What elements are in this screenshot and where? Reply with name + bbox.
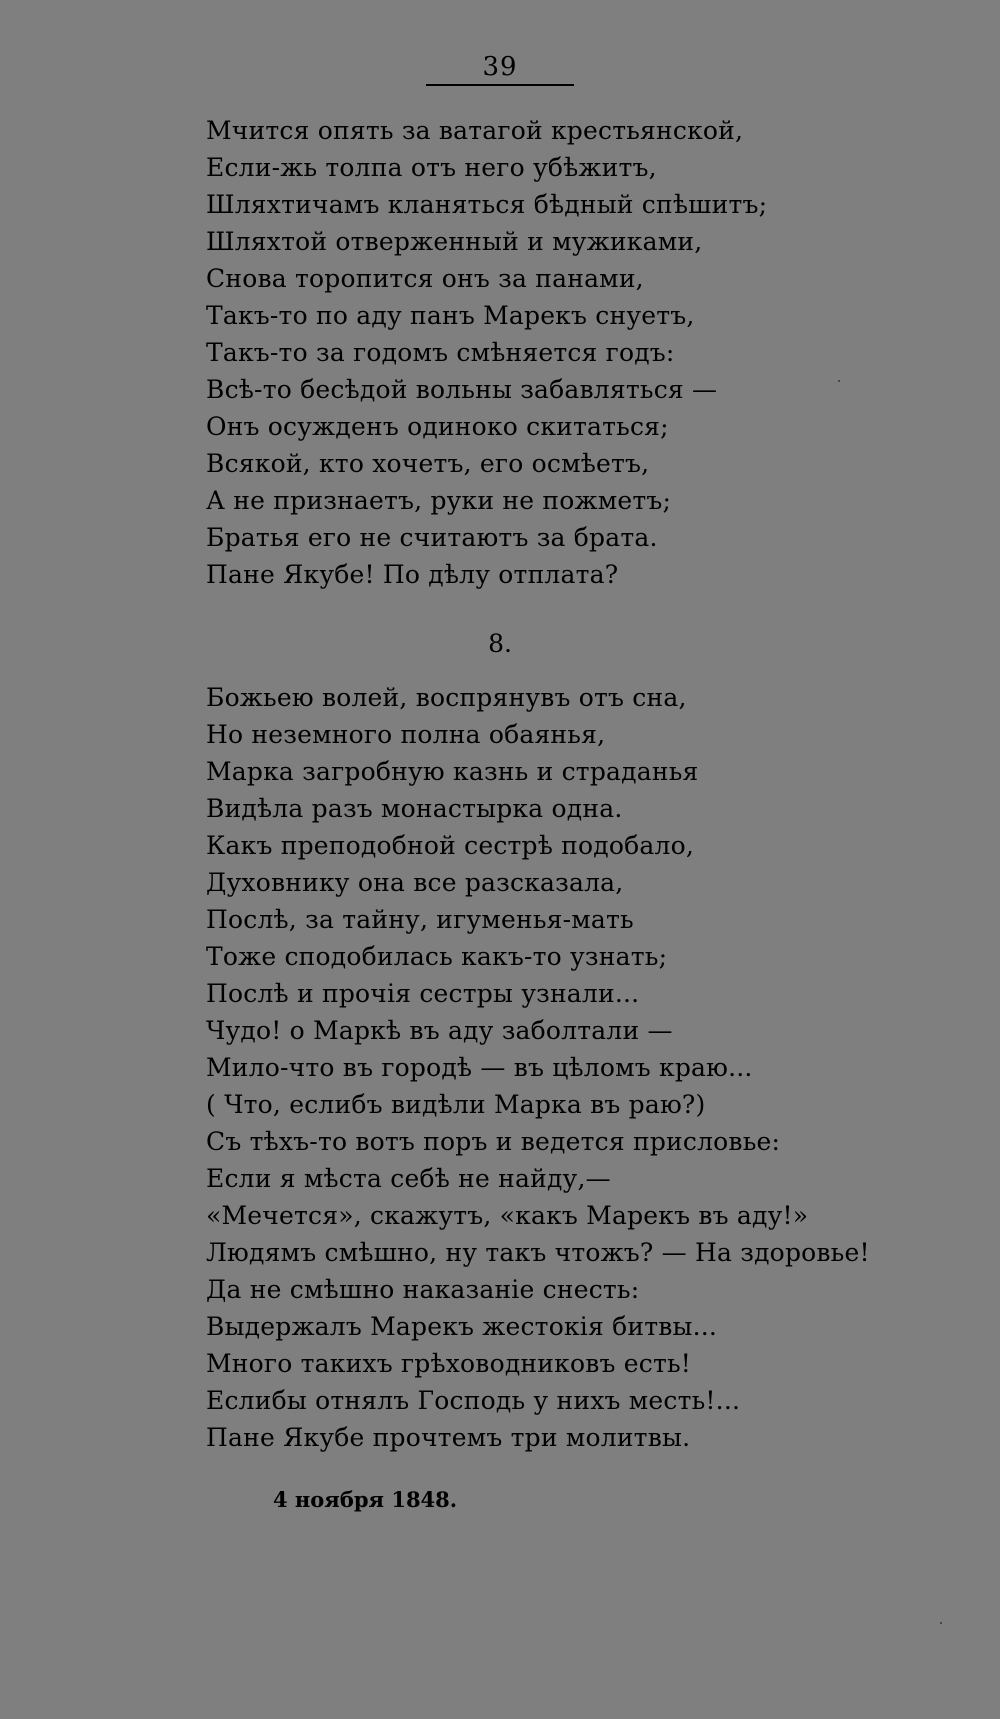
verse-line: Марка загробную казнь и страданья <box>206 757 699 786</box>
verse-line: ( Что, еслибъ видѣли Марка въ раю?) <box>206 1090 706 1119</box>
verse-line: Братья его не считаютъ за брата. <box>206 523 658 552</box>
stanza-1 <box>206 112 767 593</box>
verse-line: Послѣ, за тайну, игуменья-мать <box>206 905 634 934</box>
verse-line: Съ тѣхъ-то вотъ поръ и ведется присловье: <box>206 1127 781 1156</box>
page-number: 39 <box>482 52 518 82</box>
verse-line: Мило-что въ городѣ — въ цѣломъ краю... <box>206 1053 753 1082</box>
verse-line: Шляхтичамъ кланяться бѣдный спѣшитъ; <box>206 190 768 219</box>
verse-line: Онъ осужденъ одиноко скитаться; <box>206 412 669 441</box>
verse-line: Выдержалъ Марекъ жестокія битвы... <box>206 1312 718 1341</box>
page-number-container <box>426 52 574 82</box>
verse-line: Мчится опять за ватагой крестьянской, <box>206 116 744 145</box>
verse-line: Всѣ-то бесѣдой вольны забавляться — <box>206 375 718 404</box>
stanza-2 <box>206 679 870 1456</box>
scan-speck <box>940 1622 942 1624</box>
verse-line: Снова торопится онъ за панами, <box>206 264 644 293</box>
verse-line: Шляхтой отверженный и мужиками, <box>206 227 703 256</box>
verse-line: Всякой, кто хочетъ, его осмѣетъ, <box>206 449 650 478</box>
verse-line: «Мечется», скажутъ, «какъ Марекъ въ аду!» <box>206 1201 809 1230</box>
verse-line: Такъ-то по аду панъ Марекъ снуетъ, <box>206 301 695 330</box>
verse-line: А не признаетъ, руки не пожметъ; <box>206 486 672 515</box>
verse-line: Да не смѣшно наказаніе снесть: <box>206 1275 640 1304</box>
scan-speck <box>838 380 840 382</box>
verse-line: Еслибы отнялъ Господь у нихъ месть!... <box>206 1386 741 1415</box>
verse-line: Тоже сподобилась какъ-то узнать; <box>206 942 668 971</box>
verse-line: Но неземного полна обаянья, <box>206 720 606 749</box>
verse-line: Духовнику она все разсказала, <box>206 868 624 897</box>
poem-date: 4 ноября 1848. <box>273 1487 458 1512</box>
section-number: 8. <box>488 629 512 658</box>
verse-line: Пане Якубе прочтемъ три молитвы. <box>206 1423 691 1452</box>
verse-line: Такъ-то за годомъ смѣняется годъ: <box>206 338 675 367</box>
verse-line: Видѣла разъ монастырка одна. <box>206 794 623 823</box>
verse-line: Если-жь толпа отъ него убѣжитъ, <box>206 153 657 182</box>
verse-line: Если я мѣста себѣ не найду,— <box>206 1164 611 1193</box>
verse-line: Божьею волей, воспрянувъ отъ сна, <box>206 683 687 712</box>
verse-line: Людямъ смѣшно, ну такъ чтожъ? — На здоровье! <box>206 1238 870 1267</box>
header-rule <box>426 84 574 86</box>
verse-line: Какъ преподобной сестрѣ подобало, <box>206 831 694 860</box>
verse-line: Послѣ и прочія сестры узнали... <box>206 979 640 1008</box>
verse-line: Пане Якубе! По дѣлу отплата? <box>206 560 619 589</box>
verse-line: Чудо! о Маркѣ въ аду заболтали — <box>206 1016 673 1045</box>
verse-line: Много такихъ грѣховодниковъ есть! <box>206 1349 692 1378</box>
